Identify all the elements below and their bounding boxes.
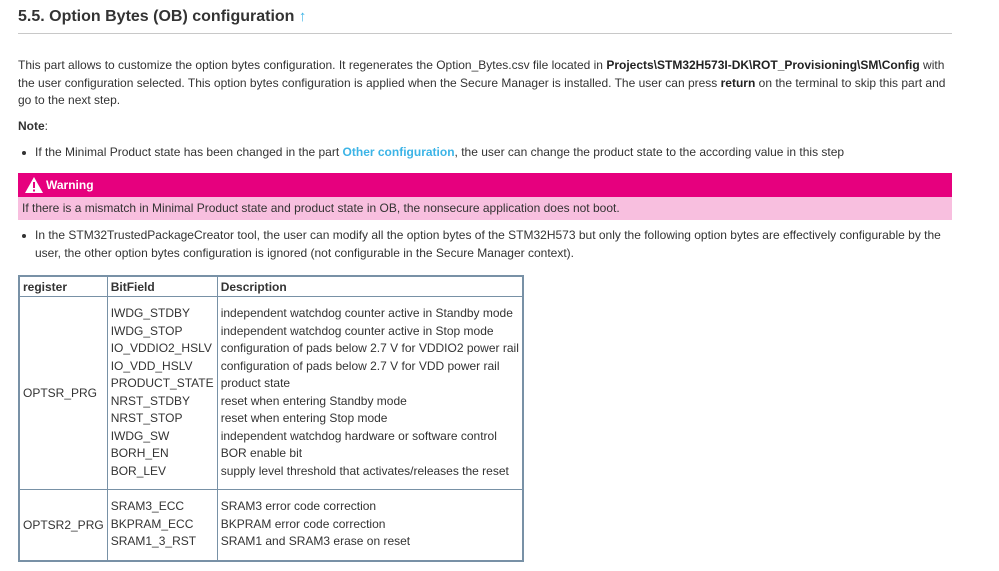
bitfield: IWDG_SW	[110, 428, 170, 443]
intro-text-1: This part allows to customize the option bytes configuration. It regenerates the Option_Bytes.csv file located in	[18, 58, 607, 72]
warning-header	[18, 173, 952, 197]
header-description: Description	[217, 276, 523, 297]
bullet1-pre: If the Minimal Product state has been changed in the part	[35, 145, 343, 159]
intro-text-3: on the terminal to skip this part and go to the next step.	[18, 75, 946, 107]
warning-text: If there is a mismatch in Minimal Product state and product state in OB, the nonsecure application does not boot.	[22, 201, 620, 215]
description-cell	[217, 490, 523, 561]
bitfield: NRST_STOP	[110, 411, 183, 425]
warning-body	[18, 197, 952, 220]
table-row	[19, 297, 523, 490]
note-colon: :	[44, 119, 49, 133]
note-list	[18, 144, 952, 162]
config-path: Projects\STM32H573I-DK\ROT_Provisioning\SM\Config	[606, 58, 920, 72]
description: BKPRAM error code correction	[220, 516, 386, 531]
intro-text-2: with the user configuration selected. This option bytes configuration is applied when the Secure Manager is installed. The user can press	[18, 58, 945, 90]
bitfield-cell	[107, 297, 217, 490]
bitfield: IWDG_STOP	[110, 323, 183, 338]
bitfield: SRAM1_3_RST	[110, 534, 197, 548]
note-label	[18, 119, 48, 133]
warning-icon	[24, 176, 44, 194]
table-row	[19, 490, 523, 561]
intro-paragraph	[18, 57, 952, 110]
description: configuration of pads below 2.7 V for VDDIO2 power rail	[220, 341, 519, 355]
bitfield: IWDG_STDBY	[110, 306, 191, 320]
bitfield: SRAM3_ECC	[110, 499, 185, 513]
description: reset when entering Stop mode	[220, 411, 388, 425]
description: product state	[220, 376, 291, 390]
other-configuration-link[interactable]: Other configuration	[342, 145, 455, 159]
bitfield-cell	[107, 490, 217, 561]
description: reset when entering Standby mode	[220, 393, 407, 408]
option-bytes-table	[18, 275, 524, 562]
description: supply level threshold that activates/releases the reset	[220, 463, 509, 478]
info-list	[18, 227, 952, 262]
description: independent watchdog counter active in Standby mode	[220, 306, 513, 320]
description: BOR enable bit	[220, 446, 303, 460]
warning-title: Warning	[46, 178, 94, 192]
heading-divider	[18, 33, 952, 34]
list-item	[18, 144, 952, 162]
bitfield: IO_VDDIO2_HSLV	[110, 341, 212, 355]
description-cell	[217, 297, 523, 490]
description: configuration of pads below 2.7 V for VDD power rail	[220, 358, 500, 373]
back-to-top-link[interactable]: ↑	[298, 8, 307, 25]
description: SRAM3 error code correction	[220, 499, 377, 513]
note-label-text: Note	[18, 119, 45, 133]
bitfield: BKPRAM_ECC	[110, 516, 194, 531]
header-register: register	[19, 276, 107, 297]
bitfield: IO_VDD_HSLV	[110, 358, 193, 373]
table-header-row	[19, 276, 523, 297]
list-item	[18, 227, 952, 262]
section-heading	[18, 8, 306, 26]
bitfield: PRODUCT_STATE	[110, 376, 214, 390]
bitfield: NRST_STDBY	[110, 393, 191, 408]
register-cell: OPTSR_PRG	[19, 297, 107, 490]
header-bitfield: BitField	[107, 276, 217, 297]
register-cell: OPTSR2_PRG	[19, 490, 107, 561]
bitfield: BORH_EN	[110, 446, 169, 460]
bitfield: BOR_LEV	[110, 463, 167, 478]
section-heading-text: 5.5. Option Bytes (OB) configuration	[18, 8, 295, 25]
description: independent watchdog counter active in Stop mode	[220, 323, 494, 338]
description: SRAM1 and SRAM3 erase on reset	[220, 534, 411, 548]
bullet1-post: , the user can change the product state to the according value in this step	[454, 145, 845, 159]
description: independent watchdog hardware or software control	[220, 428, 497, 443]
return-keyword: return	[720, 75, 756, 90]
bullet2-text: In the STM32TrustedPackageCreator tool, the user can modify all the option bytes of the STM32H573 but only the following option bytes are effectively configurable by the user, the other option bytes configuration is ignored (not configurable in the Secure Manager context).	[35, 228, 941, 260]
